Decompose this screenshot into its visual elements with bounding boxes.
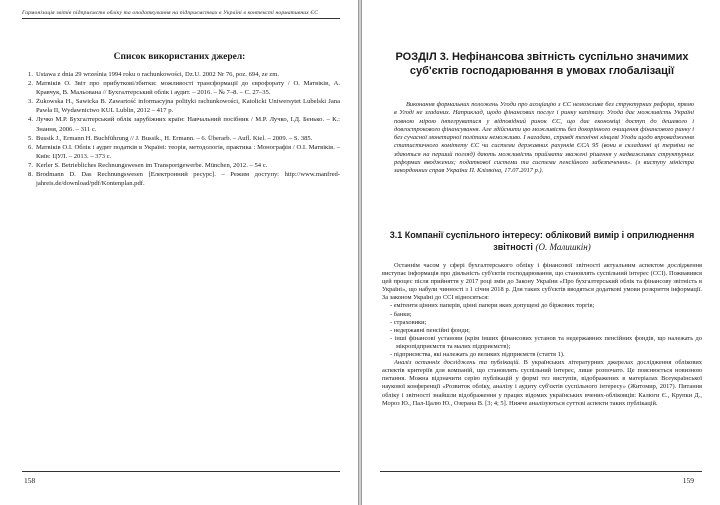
page-number: 159 [682,476,694,485]
list-item: - емітенти цінних паперів, цінні папери яких допущені до біржових торгів; [390,302,595,310]
paragraph [382,359,702,408]
section-title [382,229,702,253]
reference-item: 5. Bussik J., Ermann H. Buchführung // J. Bussik., H. Ermann. – 6. Überarb. – Aufl. Kiel. – 2009. – S. 385. [28,134,313,142]
left-page [0,0,359,505]
reference-item: 1. Ustawa z dnia 29 września 1994 roku o rachunkowości, Dz.U. 2002 Nr 76, poz. 694, ze zm. [28,71,279,78]
references-title: Список використаних джерел: [113,52,246,62]
reference-item: 8. Brodmann D. Das Rechnungswesen [Електронний ресурс]. – Режим доступу: http://www.manfred-jahreis.de/download/pdf/Kontenplan.pdf. [28,171,340,188]
epigraph: Виконання формальних положень Угоди про асоціацію з ЄС неможливе без структурних реформ, прямо в Угоді не згаданих. Наприклад, щодо фінансових послуг і ринку капіталу. Угода дає можливість Україні повною мірою інтегруватися у відповідний ринок ЄС, що дає економіці доступ до дешевого і довгострокового фінансування. Але здійснити цю можливість без докорінного очищення фінансового ринку і без сучасної монетарної політики неможливо. І нагадаю, справді технічні кінцеві Угоди щодо впровадження статистичного комітету ЄС чи системи державних рахунків ЄСА 95 (вони в складанні ці терміни не здаються на перший погляд) дають можливість приймати зважені рішення у надважливих структурних реформах вводжених; податкової системи та системи пенсійного забезпечення». (з виступу міністра закордонних справ України П. Клімкіна, 17.07.2017 р.). [394,101,694,175]
section-heading-text: 3.1 Компанії суспільного інтересу: обліковий вимір і оприлюднення звітності [389,230,695,252]
list-item: - банки; [390,310,412,318]
body-text [382,262,702,408]
list-item: - інші фінансові установи (крім інших фінансових установ та недержавних пенсійних фондів, що належать до мікропідприємств та малих підприємств); [390,334,702,350]
reference-item: 4. Лучко М.Р. Бухгалтерський облік зарубіжних країн: Навчальний посібник / М.Р. Лучко, І.Д. Бенько. – К.: Знання, 2006. – 311 с. [28,116,340,133]
footer-rule [380,471,702,472]
section-author: (О. Малишкін) [535,242,591,252]
reference-item: 3. Żukowska H., Sawicka B. Zawartość informacyjna polityki rachunkowości, Katolicki Uniwersytet Lubelski Jana Pawła II, Wydawnictwo KUL Lublin, 2012 – 417 p. [28,98,340,115]
right-page [361,0,720,505]
reference-item: 7. Kerler S. Betriebliches Rechnungswesen im Transportgewerbe. München, 2012. – 54 с. [28,161,268,169]
references-list [22,70,340,188]
paragraph-lead: Аналіз останніх досліджень та публікацій. [394,359,521,367]
running-head: Гармонізація звітів підприємств обліку та оподаткування на підприємствах в Україні в контексті нормативних ЄС [22,10,340,19]
reference-item: 2. Матвіків О. Звіт про прибуткові/збитки: можливості трансформації до єврофорату / О. Матвіків, А. Кравчук, В. Мальована // Бухгалтерський облік і аудит. – 2016. – № 7–8. – С. 27–35. [28,80,340,97]
reference-item: 6. Матвіків О.І. Облік і аудит податків в Україні: теорія, методологія, практика : Монографія / О.І. Матвіків. – Київ: ЦУЛ. – 2013. – 373 с. [28,143,340,160]
paragraph-text: В українських літературних джерелах дослідження облікових аспектів критеріїв для компаній, що становлять суспільний інтерес, лише розпочато. Це пояснюється новизною питання. Можна відзначити серію публікацій у формі тез виступів, відображених в матеріалах Всеукраїнської наукової конференції «Розвиток обліку, аналізу і аудиту суб'єктів суспільного інтересу» (Житомир, 2017). Питання обліку і звітності знайшли відображення у працях відомих українських вчених-обліковців: Калюги Є., Крупки Д., Мороз Ю., Пал-Цалю Ю., Озерана В. [3; 4; 5]. Нижче аналізуються суттєві аспекти таких публікацій. [382,359,702,407]
list-item: - недержавні пенсійні фонди; [390,326,470,334]
ssi-list [382,302,702,359]
page-number: 158 [24,476,36,485]
chapter-title: РОЗДІЛ 3. Нефінансова звітність суспільно значимих суб'єктів господарювання в умовах глобалізації [395,51,689,77]
paragraph: Останнім часом у сфері бухгалтерського обліку і фінансової звітності актуальним аспектом дослідження виступає інформація про діяльність суб'єктів господарювання, що становлять суспільний інтерес (ССІ). Пожвавився цей процес після прийняття у 2017 році змін до Закону України «Про бухгалтерський облік та фінансову звітність в Україні», що набули чинності з 1 січня 2018 р. Для таких суб'єктів вводяться додаткові умови розкриття інформації. За законом Україні до ССІ відносяться: [382,262,702,302]
footer-rule [22,471,340,472]
list-item: - підприємства, які належать до великих підприємств (стаття 1). [390,351,565,359]
list-item: - страховики; [390,318,427,326]
